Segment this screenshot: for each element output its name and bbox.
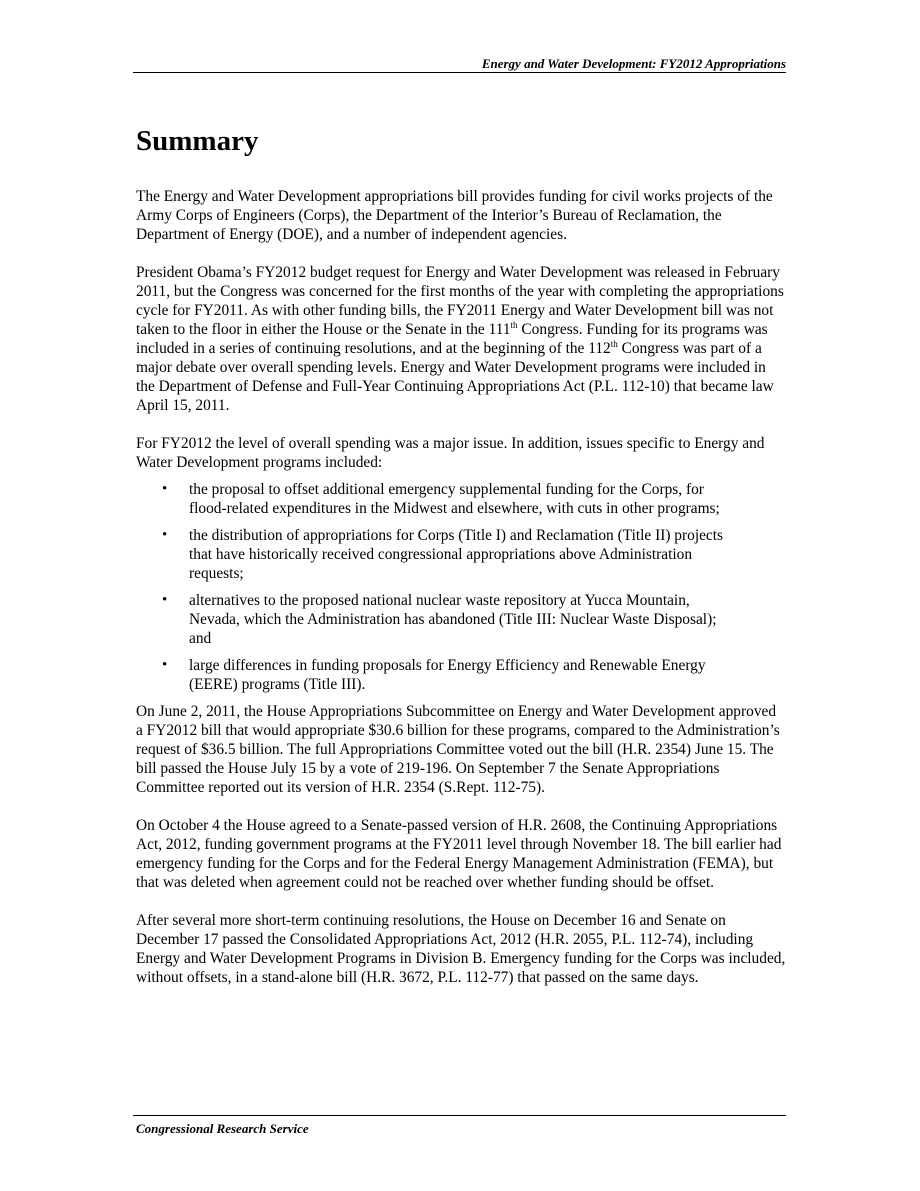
superscript-th: th: [510, 320, 518, 330]
list-item-text: the distribution of appropriations for Corps (Title I) and Reclamation (Title II) projects that have historically received congressional appropriations above Administration requests;: [189, 527, 724, 582]
header-rule: [133, 72, 786, 73]
page-content: [136, 122, 786, 1006]
paragraph-house-action: On June 2, 2011, the House Appropriations Subcommittee on Energy and Water Development approved a FY2012 bill that would appropriate $30.6 billion for these programs, compared to the Administration’s request of $36.5 billion. The full Appropriations Committee voted out the bill (H.R. 2354) June 15. The bill passed the House July 15 by a vote of 219-196. On September 7 the Senate Appropriations Committee reported out its version of H.R. 2354 (S.Rept. 112-75).: [136, 703, 780, 796]
bullet-icon: •: [162, 592, 168, 608]
paragraph-text: Congress. Funding for its programs was included in a series of continuing resolutions, and at the beginning of the 112: [136, 321, 768, 357]
bullet-icon: •: [162, 527, 168, 543]
paragraph-text: Congress was part of a major debate over overall spending levels. Energy and Water Development programs were included in the Department of Defense and Full-Year Continuing Appropriations Act (P.L. 112-10) that became law April 15, 2011.: [136, 340, 774, 414]
footer-rule: [133, 1115, 786, 1116]
issues-list: [136, 480, 786, 694]
paragraph-continuing-resolution: On October 4 the House agreed to a Senate-passed version of H.R. 2608, the Continuing Appropriations Act, 2012, funding government programs at the FY2011 level through November 18. The bill earlier had emergency funding for the Corps and for the Federal Energy Management Administration (FEMA), but that was deleted when agreement could not be reached over whether funding should be offset.: [136, 817, 782, 891]
paragraph-consolidated-act: After several more short-term continuing resolutions, the House on December 16 and Senate on December 17 passed the Consolidated Appropriations Act, 2012 (H.R. 2055, P.L. 112-74), including Energy and Water Development Programs in Division B. Emergency funding for the Corps was included, without offsets, in a stand-alone bill (H.R. 3672, P.L. 112-77) that passed on the same days.: [136, 912, 786, 986]
paragraph-intro: The Energy and Water Development appropriations bill provides funding for civil works projects of the Army Corps of Engineers (Corps), the Department of the Interior’s Bureau of Reclamation, the Department of Energy (DOE), and a number of independent agencies.: [136, 188, 773, 243]
superscript-th: th: [610, 339, 618, 349]
paragraph-text: President Obama’s FY2012 budget request for Energy and Water Development was released in February 2011, but the Congress was concerned for the first months of the year with completing the appropriations cycle for FY2011. As with other funding bills, the FY2011 Energy and Water Development bill was not taken to the floor in either the House or the Senate in the 111: [136, 264, 784, 338]
paragraph-budget-request: [136, 263, 786, 415]
bullet-icon: •: [162, 657, 168, 673]
list-item: [136, 656, 786, 694]
list-item: [136, 591, 786, 648]
section-heading: Summary: [136, 125, 259, 157]
running-header: Energy and Water Development: FY2012 Appropriations: [481, 56, 786, 71]
bullet-icon: •: [162, 481, 168, 497]
list-item: [136, 480, 786, 518]
list-item-text: large differences in funding proposals for Energy Efficiency and Renewable Energy (EERE) programs (Title III).: [189, 657, 706, 693]
list-item: [136, 526, 786, 583]
list-item-text: alternatives to the proposed national nuclear waste repository at Yucca Mountain, Nevada, which the Administration has abandoned (Title III: Nuclear Waste Disposal); and: [189, 592, 717, 647]
list-item-text: the proposal to offset additional emergency supplemental funding for the Corps, for flood-related expenditures in the Midwest and elsewhere, with cuts in other programs;: [189, 481, 720, 517]
paragraph-issues: For FY2012 the level of overall spending was a major issue. In addition, issues specific to Energy and Water Development programs included:: [136, 435, 765, 471]
running-footer: Congressional Research Service: [136, 1121, 309, 1136]
